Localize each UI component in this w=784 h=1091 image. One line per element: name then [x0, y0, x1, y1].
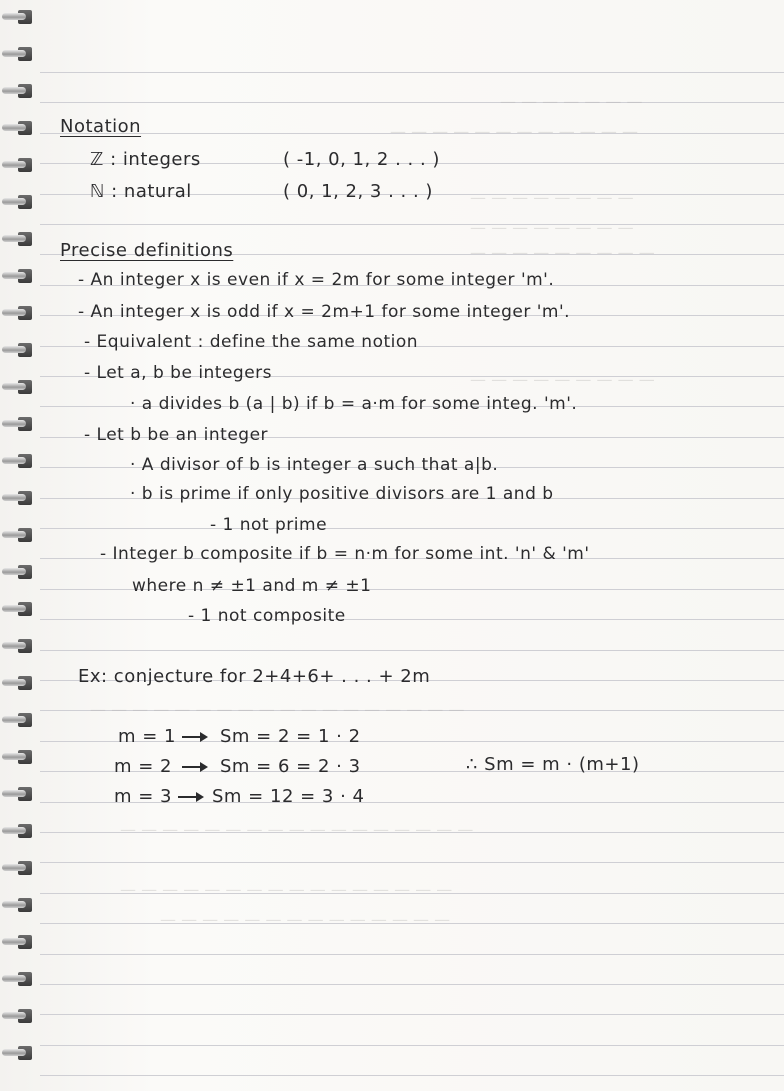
spiral-ring [2, 933, 36, 949]
case-3-arrow-icon [178, 786, 204, 807]
spiral-ring [2, 8, 36, 24]
spiral-ring [2, 230, 36, 246]
definition-composite-where: where n ≠ ±1 and m ≠ ±1 [132, 576, 372, 596]
definition-divisor: · A divisor of b is integer a such that a|b. [130, 455, 499, 475]
case-1-arrow-icon [182, 726, 208, 747]
spiral-ring [2, 267, 36, 283]
definition-let-b: - Let b be an integer [84, 425, 269, 445]
spiral-ring [2, 304, 36, 320]
spiral-ring [2, 489, 36, 505]
spiral-ring [2, 785, 36, 801]
spiral-ring [2, 526, 36, 542]
notebook-page: — — — — — — — — — — — — — — — — — — — — — — — — — — — — — — — — — — — — — — — — — — — — — — — — — — — — — — — — — — — — — — — — — — — — — — — — — — — — — — — — — — — — — — — — — — — — — — — — — — — — — — — — — — — — — — — — — — — — — — Notation ℤ : integers ( -1, 0, 1, 2 . . . ) ℕ : natural ( 0, 1, 2, 3 . . . ) Precise definitions - An integer x is even if x = 2m for some integer 'm'. - An integer x is odd if x = 2m+1 for some integer 'm'. - Equivalent : define the same notion - Let a, b be integers · a divides b (a | b) if b = a·m for some integ. 'm'. - Let b be an integer · A divisor of b is integer a such that a|b. · b is prime if only positive divisors are 1 and b - 1 not prime - Integer b composite if b = n·m for some int. 'n' & 'm' where n ≠ ±1 and m ≠ ±1 - 1 not composite Ex: conjecture for 2+4+6+ . . . + 2m m = 1 Sm = 2 = 1 · 2 m = 2 Sm = 6 = 2 · 3 ∴ Sm = m · (m+1) m = 3 Sm = 12 = 3 · 4 [0, 0, 784, 1091]
ruled-line [40, 528, 784, 529]
definition-prime: · b is prime if only positive divisors are 1 and b [130, 484, 554, 504]
definition-let-ab: - Let a, b be integers [84, 363, 273, 383]
notation-heading: Notation [60, 116, 142, 137]
spiral-ring [2, 341, 36, 357]
case-2-rhs: Sm = 6 = 2 · 3 [220, 756, 361, 777]
ruled-line [40, 984, 784, 985]
definitions-heading: Precise definitions [60, 240, 234, 261]
notation-integers: ℤ : integers [90, 149, 201, 170]
spiral-ring [2, 674, 36, 690]
spiral-ring [2, 45, 36, 61]
ruled-line [40, 102, 784, 103]
notation-integers-set: ( -1, 0, 1, 2 . . . ) [283, 149, 440, 170]
definition-equivalent: - Equivalent : define the same notion [84, 332, 419, 352]
example-conjecture: Ex: conjecture for 2+4+6+ . . . + 2m [78, 666, 431, 687]
ruled-line [40, 862, 784, 863]
spiral-ring [2, 452, 36, 468]
spiral-ring [2, 711, 36, 727]
definition-one-not-prime: - 1 not prime [210, 515, 328, 535]
notation-naturals-set: ( 0, 1, 2, 3 . . . ) [283, 181, 433, 202]
spiral-binding [0, 0, 40, 1091]
definition-one-not-composite: - 1 not composite [188, 606, 346, 626]
case-1-lhs: m = 1 [118, 726, 177, 747]
spiral-ring [2, 822, 36, 838]
definition-even: - An integer x is even if x = 2m for some integer 'm'. [78, 270, 555, 290]
spiral-ring [2, 156, 36, 172]
case-3-lhs: m = 3 [114, 786, 173, 807]
spiral-ring [2, 637, 36, 653]
spiral-ring [2, 859, 36, 875]
ruled-line [40, 224, 784, 225]
case-3-rhs: Sm = 12 = 3 · 4 [212, 786, 365, 807]
definition-composite: - Integer b composite if b = n·m for some int. 'n' & 'm' [100, 544, 590, 564]
ruled-line [40, 650, 784, 651]
spiral-ring [2, 119, 36, 135]
ruled-line [40, 1014, 784, 1015]
spiral-ring [2, 82, 36, 98]
ruled-line [40, 1075, 784, 1076]
spiral-ring [2, 378, 36, 394]
definition-odd: - An integer x is odd if x = 2m+1 for some integer 'm'. [78, 302, 571, 322]
case-2-arrow-icon [182, 756, 208, 777]
ruled-line [40, 72, 784, 73]
ruled-line [40, 954, 784, 955]
case-2-lhs: m = 2 [114, 756, 173, 777]
spiral-ring [2, 1044, 36, 1060]
spiral-ring [2, 748, 36, 764]
ruled-line [40, 619, 784, 620]
ruled-line [40, 1045, 784, 1046]
definition-divides: · a divides b (a | b) if b = a·m for some integ. 'm'. [130, 394, 578, 414]
spiral-ring [2, 970, 36, 986]
spiral-ring [2, 415, 36, 431]
spiral-ring [2, 896, 36, 912]
spiral-ring [2, 193, 36, 209]
conclusion-formula: ∴ Sm = m · (m+1) [466, 754, 640, 775]
case-1-rhs: Sm = 2 = 1 · 2 [220, 726, 361, 747]
spiral-ring [2, 563, 36, 579]
notation-naturals: ℕ : natural [90, 181, 192, 202]
spiral-ring [2, 1007, 36, 1023]
spiral-ring [2, 600, 36, 616]
